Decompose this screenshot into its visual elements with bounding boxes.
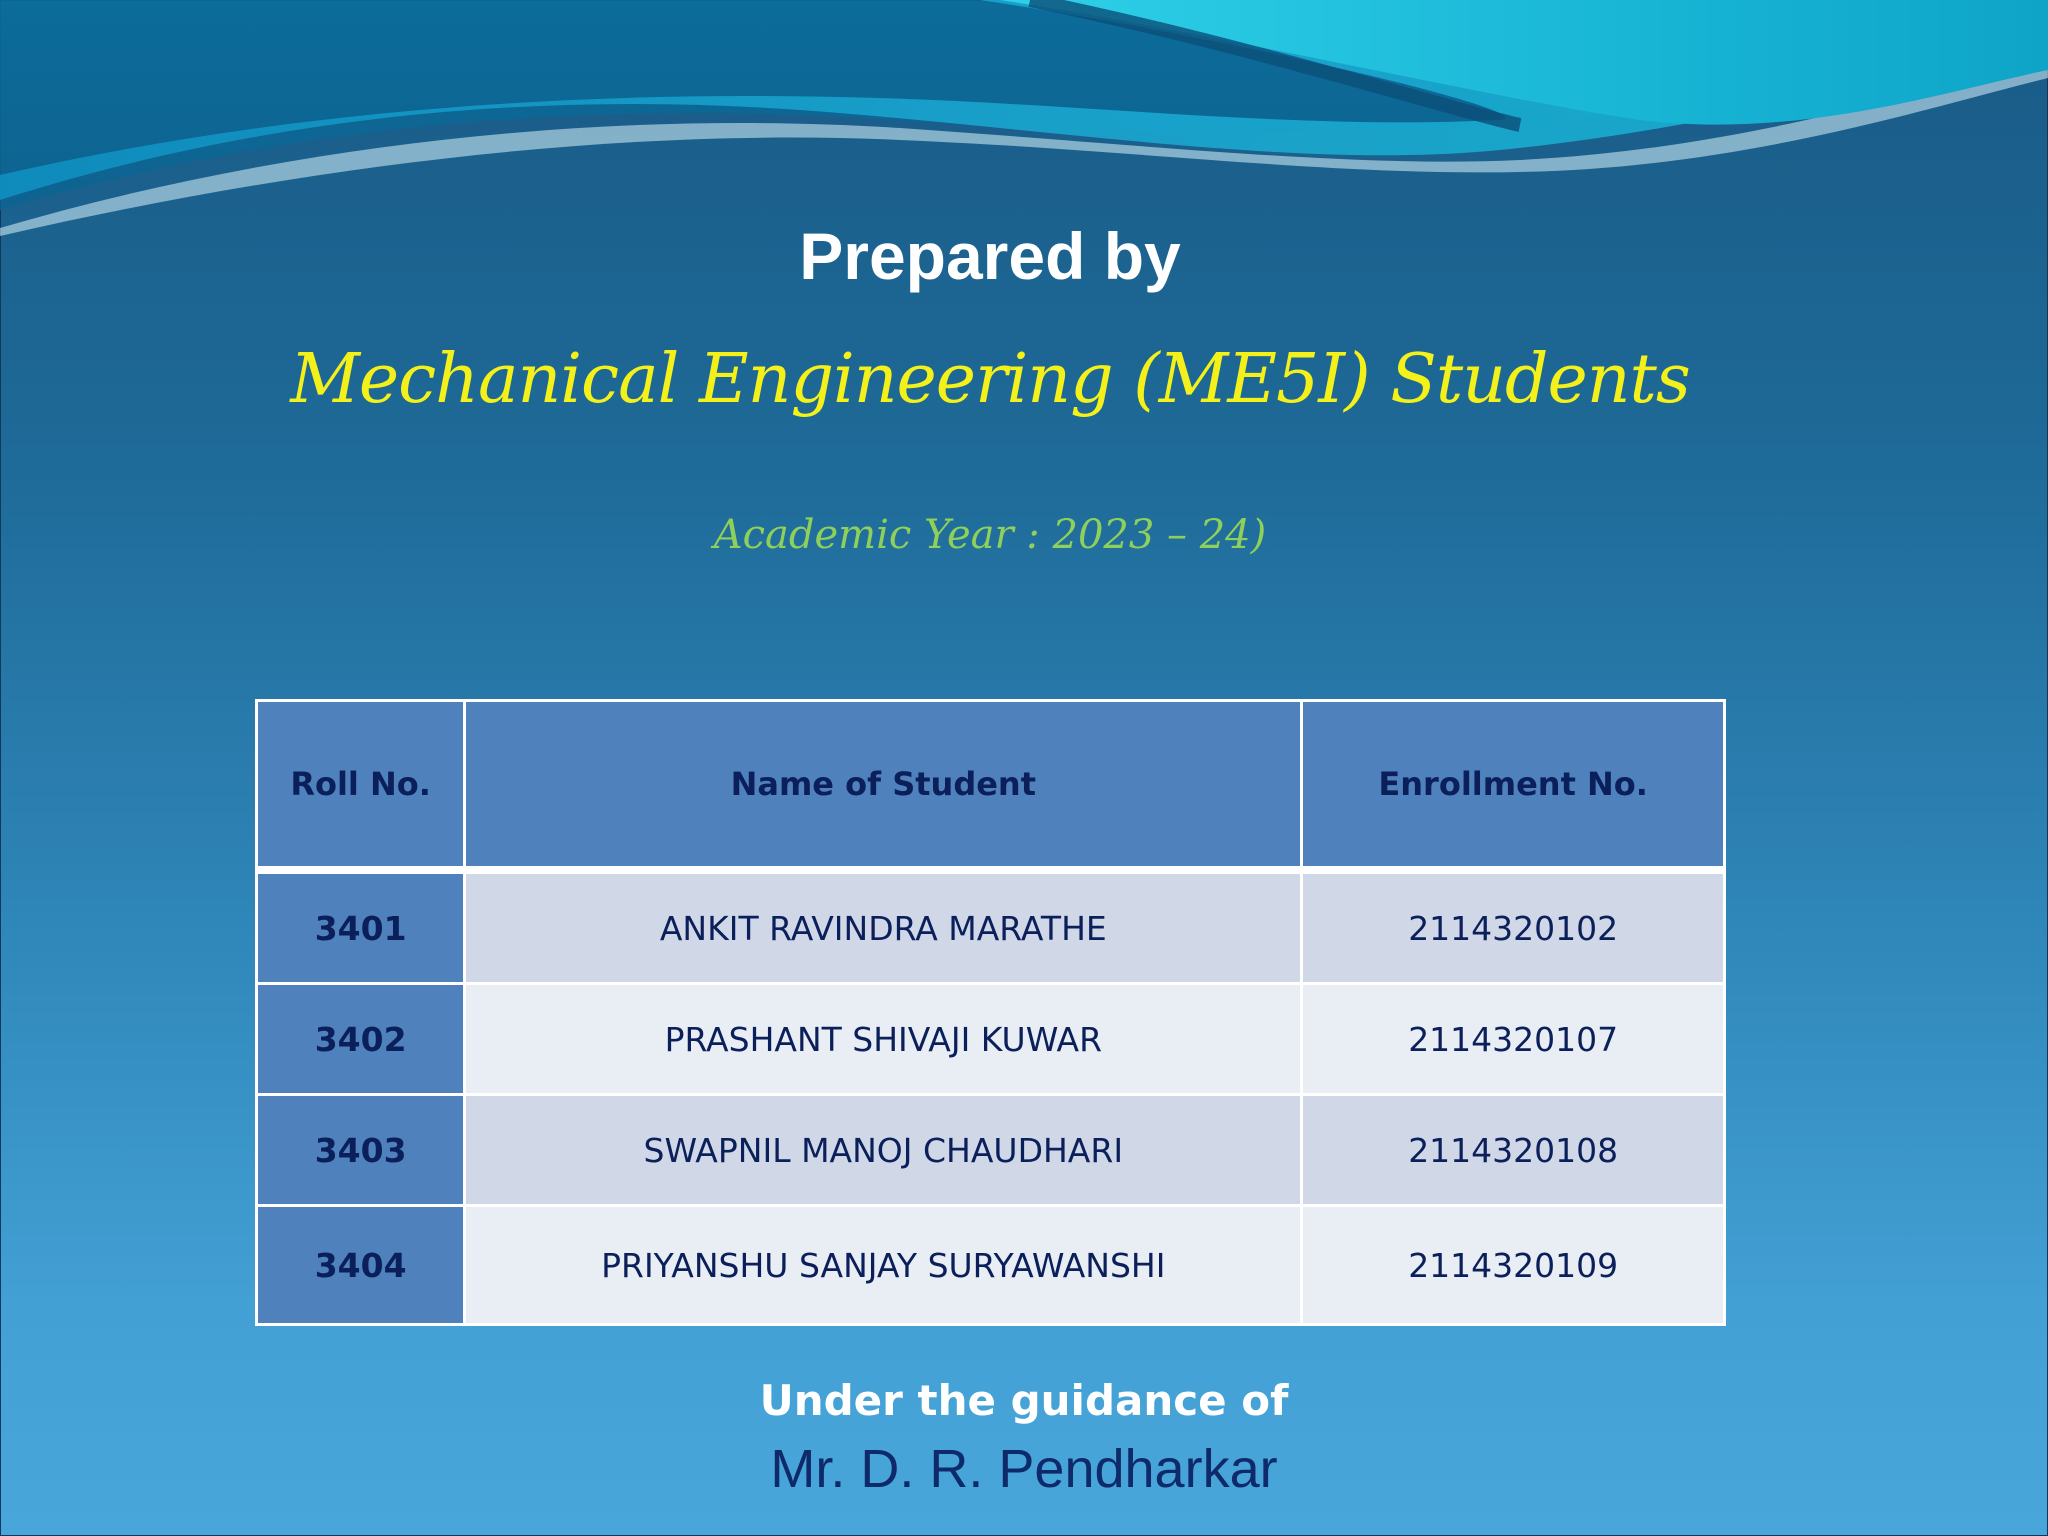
table-row (257, 1095, 1725, 1206)
enrollment-no-cell: 2114320102 (1302, 870, 1725, 984)
header-roll-no: Roll No. (257, 701, 465, 871)
table-row (257, 984, 1725, 1095)
enrollment-no-cell: 2114320109 (1302, 1206, 1725, 1325)
roll-no-cell: 3404 (257, 1206, 465, 1325)
guide-name: Mr. D. R. Pendharkar (770, 1439, 1278, 1499)
student-name-cell: PRIYANSHU SANJAY SURYAWANSHI (465, 1206, 1302, 1325)
decorative-wave-header (0, 0, 2048, 240)
student-name-cell: PRASHANT SHIVAJI KUWAR (465, 984, 1302, 1095)
header-enrollment-no: Enrollment No. (1302, 701, 1725, 871)
table-header-row (257, 701, 1725, 871)
roll-no-cell: 3402 (257, 984, 465, 1095)
slide-subtitle: Mechanical Engineering (ME5I) Students (290, 340, 1690, 419)
header-student-name: Name of Student (465, 701, 1302, 871)
academic-year: Academic Year : 2023 – 24) (713, 512, 1267, 558)
roll-no-cell: 3403 (257, 1095, 465, 1206)
enrollment-no-cell: 2114320107 (1302, 984, 1725, 1095)
guidance-label: Under the guidance of (759, 1376, 1289, 1425)
table-row (257, 1206, 1725, 1325)
roll-no-cell: 3401 (257, 870, 465, 984)
student-name-cell: ANKIT RAVINDRA MARATHE (465, 870, 1302, 984)
slide-title: Prepared by (799, 219, 1181, 293)
student-name-cell: SWAPNIL MANOJ CHAUDHARI (465, 1095, 1302, 1206)
student-table (255, 699, 1726, 1326)
enrollment-no-cell: 2114320108 (1302, 1095, 1725, 1206)
table-row (257, 870, 1725, 984)
